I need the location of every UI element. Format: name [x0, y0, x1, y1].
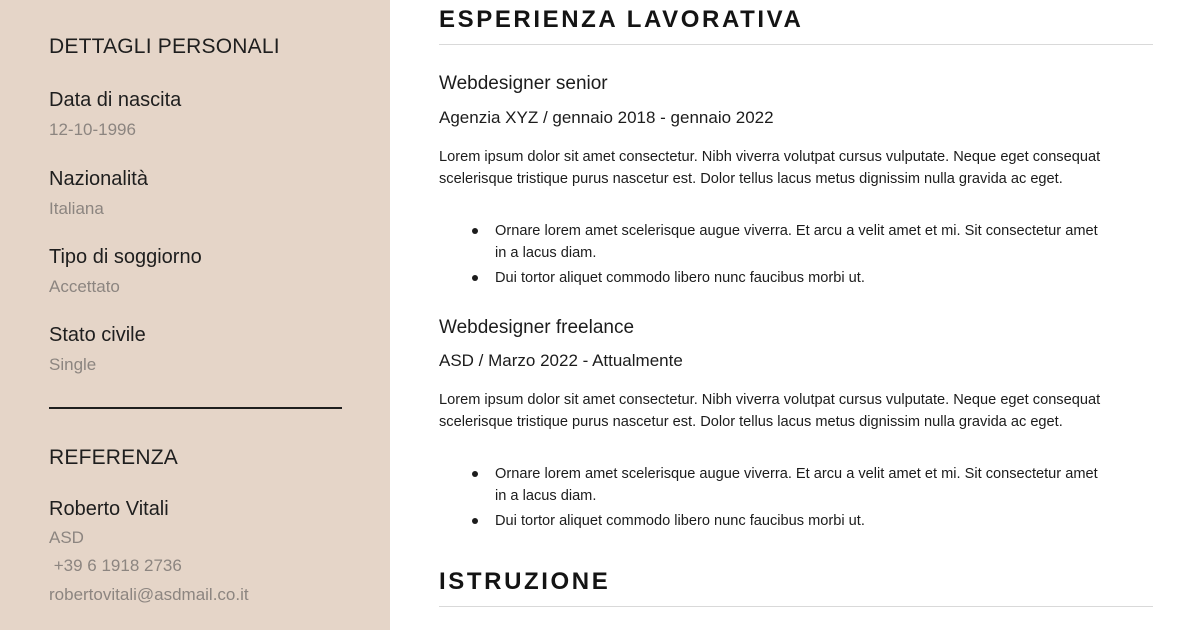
residence-type-label: Tipo di soggiorno	[49, 246, 202, 268]
reference-phone: +39 6 1918 2736	[49, 556, 182, 575]
birth-date-label: Data di nascita	[49, 89, 182, 111]
job-bullet-text: Dui tortor aliquet commodo libero nunc faucibus morbi ut.	[495, 270, 865, 286]
bullet-dot-icon	[472, 471, 478, 477]
reference-email: robertovitali@asdmail.co.it	[49, 585, 249, 604]
reference-company: ASD	[49, 528, 84, 547]
job-bullet-list	[439, 463, 1153, 535]
birth-date-value: 12-10-1996	[49, 120, 136, 139]
bullet-dot-icon	[472, 518, 478, 524]
marital-status-label: Stato civile	[49, 324, 146, 346]
experience-rule	[439, 44, 1153, 45]
personal-details-heading: DETTAGLI PERSONALI	[49, 35, 280, 58]
sidebar	[0, 0, 390, 630]
experience-heading: ESPERIENZA LAVORATIVA	[439, 6, 804, 33]
job-bullet-text: Ornare lorem amet scelerisque augue viverra. Et arcu a velit amet et mi. Sit consectetur amet in a lacus diam.	[495, 466, 1098, 504]
job-title: Webdesigner senior	[439, 73, 608, 94]
job-bullet-list	[439, 220, 1153, 292]
main-content	[439, 0, 1153, 630]
job-title: Webdesigner freelance	[439, 317, 635, 338]
education-heading: ISTRUZIONE	[439, 568, 611, 595]
reference-name: Roberto Vitali	[49, 498, 169, 520]
job-bullet	[439, 463, 1153, 507]
residence-type-value: Accettato	[49, 277, 120, 296]
education-rule	[439, 606, 1153, 607]
job-company-dates: Agenzia XYZ / gennaio 2018 - gennaio 2022	[439, 108, 774, 127]
job-bullet	[439, 220, 1153, 264]
nationality-value: Italiana	[49, 199, 104, 218]
job-company-dates: ASD / Marzo 2022 - Attualmente	[439, 351, 683, 370]
job-bullet	[439, 267, 1153, 289]
bullet-dot-icon	[472, 275, 478, 281]
job-bullet	[439, 510, 1153, 532]
nationality-label: Nazionalità	[49, 168, 148, 190]
sidebar-divider	[49, 407, 342, 409]
bullet-dot-icon	[472, 228, 478, 234]
marital-status-value: Single	[49, 355, 97, 374]
reference-heading: REFERENZA	[49, 446, 178, 469]
job-bullet-text: Ornare lorem amet scelerisque augue viverra. Et arcu a velit amet et mi. Sit consectetur amet in a lacus diam.	[495, 223, 1098, 261]
job-description: Lorem ipsum dolor sit amet consectetur. Nibh viverra volutpat cursus vulputate. Neque eget consequat scelerisque tristique purus nascetur est. Dolor tellus lacus metus dignissim nulla gravida ac eget.	[439, 392, 1101, 430]
job-description: Lorem ipsum dolor sit amet consectetur. Nibh viverra volutpat cursus vulputate. Neque eget consequat scelerisque tristique purus nascetur est. Dolor tellus lacus metus dignissim nulla gravida ac eget.	[439, 149, 1101, 187]
job-bullet-text: Dui tortor aliquet commodo libero nunc faucibus morbi ut.	[495, 513, 865, 529]
